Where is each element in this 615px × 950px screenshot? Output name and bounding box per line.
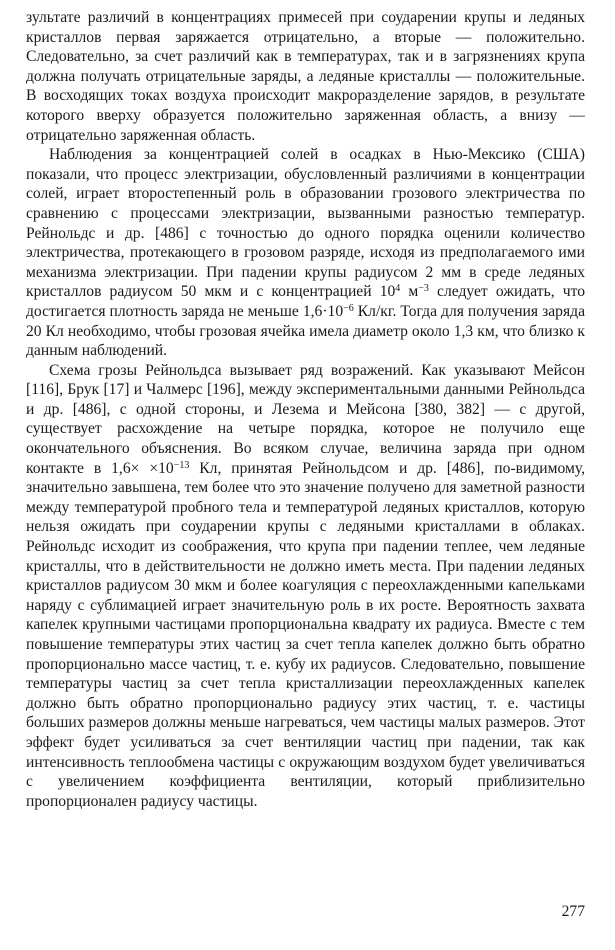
paragraph-2: Наблюдения за концентрацией солей в осадках в Нью-Мексико (США) показали, что процесс электризации, обусловленный различиями в концентрации солей, играет второстепенный роль в образовании грозового электричества по сравнению с процессами электризации, вызванными разностью температур. Рейнольдс и др. [486] с точностью до одного порядка оценили количество электричества, протекающего в грозовом разряде, исходя из предполагаемого ими механизма электризации. При падении крупы радиусом 2 мм в среде ледяных кристаллов радиусом 50 мкм и с концентрацией $10^4$ $м^{-3}$ следует ожидать, что достигается плотность заряда не меньше $1,6\cdot 10^{-6}$ Кл/кг. Тогда для получения заряда 20 Кл необходимо, чтобы грозовая ячейка имела диаметр около 1,3 км, что близко к данным наблюдений. (26, 146, 585, 360)
page-number: 277 (561, 903, 585, 920)
paragraph-1: зультате различий в концентрациях примесей при соударении крупы и ледяных кристаллов первая заряжается отрицательно, а вторые — положительно. Следовательно, за счет различий как в температурах, так и в загрязнениях крупа должна получать отрицательные заряды, а ледяные кристаллы — положительные. В восходящих токах воздуха происходит макроразделение зарядов, в результате которого вверху образуется положительно заряженная область, а внизу — отрицательно заряженная область. (26, 9, 585, 144)
paragraph-3: Схема грозы Рейнольдса вызывает ряд возражений. Как указывают Мейсон [116], Брук [17] и Чалмерс [196], между экспериментальными данными Рейнольдса и др. [486], с одной стороны, и Лезема и Мейсона [380, 382] — с другой, существует расхождение на четыре порядка, которое не получило еще окончательного объяснения. Во всяком случае, величина заряда при одном контакте в $1,6\times \times 10^{-13}$ Кл, принятая Рейнольдсом и др. [486], по-видимому, значительно завышена, тем более что это значение получено для заметной разности между температурой пробного тела и температурой ледяных кристаллов, которую нельзя ожидать при соударении крупы с ледяными кристаллами в облаках. Рейнольдс исходит из соображения, что крупа при падении теплее, чем ледяные кристаллы, что в действительности не должно иметь места. При падении ледяных кристаллов радиусом 30 мкм и более коагуляция с переохлажденными капельками наряду с сублимацией играет значительную роль в их росте. Вероятность захвата капелек крупными частицами пропорциональна квадрату их радиуса. Вместе с тем повышение температуры этих частиц за счет тепла капелек должно быть обратно пропорционально массе частиц, т. е. кубу их радиусов. Следовательно, повышение температуры частиц за счет тепла кристаллизации переохлажденных капелек должно быть обратно пропорционально радиусу этих частиц, т. е. частицы больших размеров должны меньше нагреваться, чем частицы малых размеров. Этот эффект будет усиливаться за счет вентиляции частиц при падении, так как интенсивность теплообмена частицы с окружающим воздухом будет увеличиваться с увеличением коэффициента вентиляции, который приблизительно пропорционален радиусу частицы. (26, 361, 586, 810)
document-page (26, 8, 585, 942)
